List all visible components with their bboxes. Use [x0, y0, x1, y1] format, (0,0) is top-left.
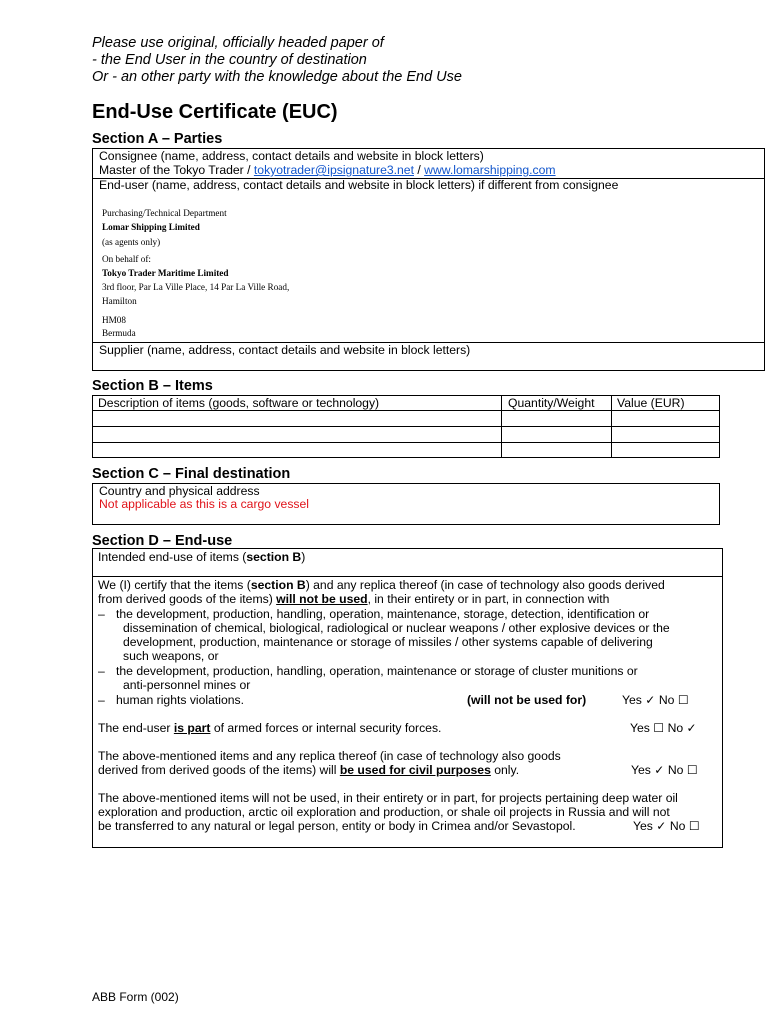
section-c-heading: Section C – Final destination [92, 466, 291, 482]
section-a-heading: Section A – Parties [92, 131, 223, 147]
form-footer: ABB Form (002) [92, 990, 179, 1004]
intended-end-use: Intended end-use of items (section B) [98, 550, 306, 564]
supplier-label: Supplier (name, address, contact details and website in block letters) [99, 343, 471, 357]
civil-purposes-line: The above-mentioned items and any replica thereof (in case of technology also goods [98, 749, 561, 763]
bullet-text: anti-personnel mines or [123, 678, 251, 692]
answer-oil-projects[interactable]: Yes ✓ No ☐ [633, 819, 700, 833]
consignee-email-link[interactable]: tokyotrader@ipsignature3.net [253, 163, 414, 177]
certify-line: We (I) certify that the items (section B) and any replica thereof (in case of technology also goods derived [98, 578, 665, 592]
answer-human-rights[interactable]: Yes ✓ No ☐ [622, 693, 689, 707]
enduser-line: On behalf of: [102, 254, 151, 264]
enduser-line: Tokyo Trader Maritime Limited [102, 268, 229, 278]
enduser-line: Hamilton [102, 296, 137, 306]
enduser-line: Purchasing/Technical Department [102, 208, 227, 218]
bullet-text: human rights violations. [116, 693, 245, 707]
oil-projects-line: be transferred to any natural or legal person, entity or body in Crimea and/or Sevastopol. [98, 819, 576, 833]
bullet-text: the development, production, handling, operation, maintenance, storage, detection, identification or [116, 607, 650, 621]
consignee-label: Consignee (name, address, contact details and website in block letters) [99, 149, 484, 163]
bullet-text: the development, production, handling, operation, maintenance or storage of cluster munitions or [116, 664, 638, 678]
bullet-text: such weapons, or [123, 649, 219, 663]
enduser-line: Bermuda [102, 328, 136, 338]
instruction-line: Please use original, officially headed paper of [92, 35, 384, 51]
section-d-heading: Section D – End-use [92, 533, 233, 549]
answer-armed-forces[interactable]: Yes ☐ No ✓ [630, 721, 697, 735]
bullet-dash: – [98, 664, 105, 678]
items-column-header: Value (EUR) [617, 396, 685, 410]
oil-projects-line: The above-mentioned items will not be used, in their entirety or in part, for projects pertaining deep water oil [98, 791, 678, 805]
consignee-separator: / [413, 163, 425, 177]
instruction-line: Or - an other party with the knowledge about the End Use [92, 69, 462, 85]
answer-civil-purposes[interactable]: Yes ✓ No ☐ [631, 763, 698, 777]
civil-purposes-line: derived from derived goods of the items) will be used for civil purposes only. [98, 763, 520, 777]
consignee-prefix: Master of the Tokyo Trader / [99, 163, 254, 177]
enduser-line: HM08 [102, 315, 126, 325]
section-b-heading: Section B – Items [92, 378, 213, 394]
armed-forces-statement: The end-user is part of armed forces or internal security forces. [98, 721, 442, 735]
enduser-line: (as agents only) [102, 237, 161, 247]
oil-projects-line: exploration and production, arctic oil exploration and production, or shale oil projects in Russia and will not [98, 805, 670, 819]
destination-label: Country and physical address [99, 484, 260, 498]
instructions [92, 35, 462, 86]
consignee-value [99, 163, 556, 177]
will-not-be-used-for: (will not be used for) [467, 693, 587, 707]
items-column-header: Description of items (goods, software or technology) [98, 396, 380, 410]
consignee-website-link[interactable]: www.lomarshipping.com [424, 163, 556, 177]
certify-line: from derived goods of the items) will not be used, in their entirety or in part, in connection with [98, 592, 610, 606]
bullet-dash: – [98, 693, 105, 707]
items-column-header: Quantity/Weight [508, 396, 595, 410]
bullet-text: dissemination of chemical, biological, radiological or nuclear weapons / other explosive devices or the [123, 621, 670, 635]
instruction-line: - the End User in the country of destination [92, 52, 367, 68]
enduser-line: 3rd floor, Par La Ville Place, 14 Par La Ville Road, [102, 282, 290, 292]
destination-value: Not applicable as this is a cargo vessel [99, 497, 310, 511]
document-title: End-Use Certificate (EUC) [92, 101, 338, 123]
bullet-text: development, production, maintenance or storage of missiles / other systems capable of delivering [123, 635, 653, 649]
enduser-label: End-user (name, address, contact details and website in block letters) if different from consignee [99, 178, 619, 192]
enduser-line: Lomar Shipping Limited [102, 222, 200, 232]
bullet-dash: – [98, 607, 105, 621]
